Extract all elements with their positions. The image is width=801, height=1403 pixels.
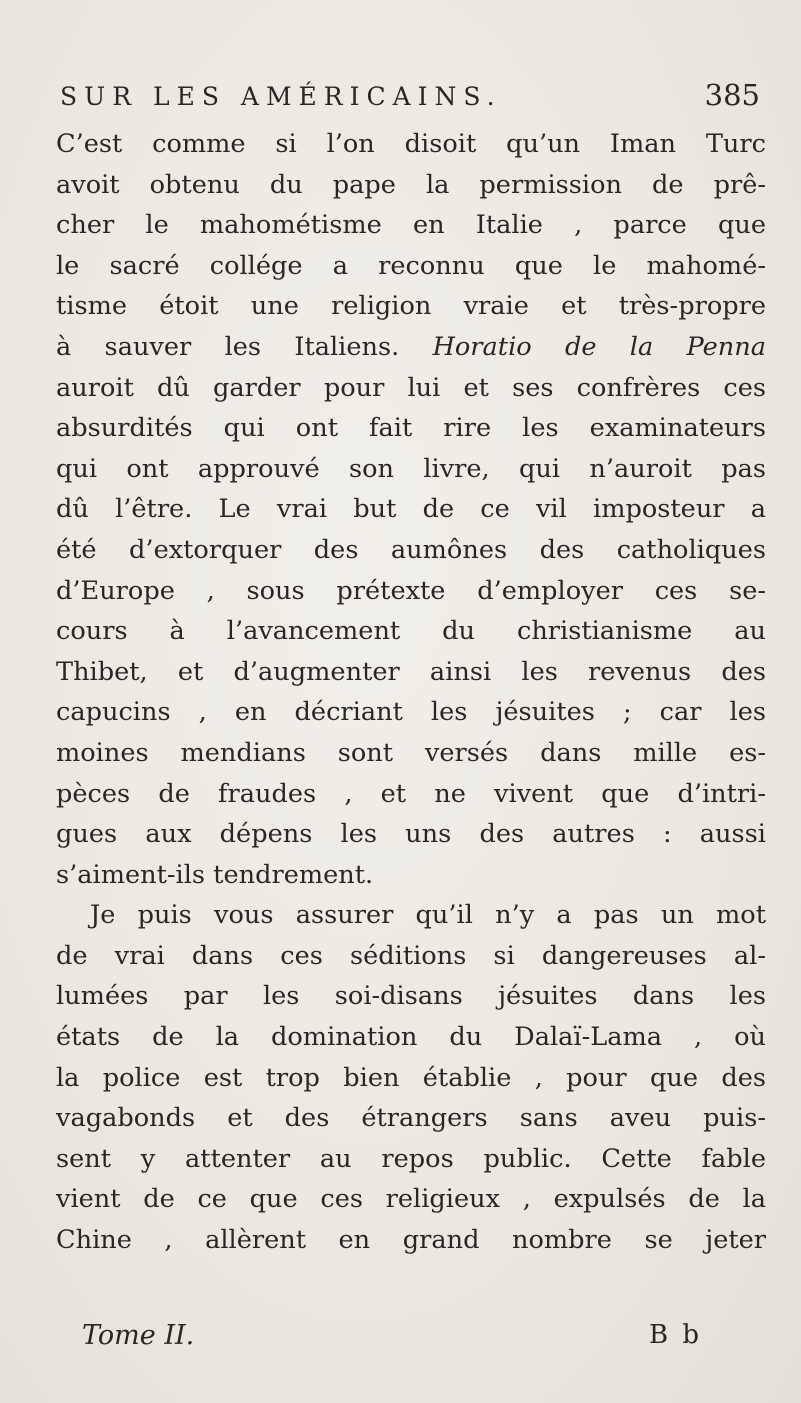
text-line: d’Europe , sous prétexte d’employer ces se- <box>56 575 766 606</box>
text-line: auroit dû garder pour lui et ses confrères ces <box>56 372 766 403</box>
text-line: tisme étoit une religion vraie et très-propre <box>56 291 766 322</box>
text-line: absurdités qui ont fait rire les examinateurs <box>56 413 766 444</box>
text-line: C’est comme si l’on disoit qu’un Iman Turc <box>56 129 766 159</box>
page-number: 385 <box>704 78 760 112</box>
text-line: lumées par les soi-disans jésuites dans les <box>56 981 766 1012</box>
text-line: pèces de fraudes , et ne vivent que d’intri- <box>56 778 766 809</box>
volume-label: Tome II. <box>82 1320 195 1351</box>
text-line: avoit obtenu du pape la permission de prê- <box>56 169 766 200</box>
text-line: Thibet, et d’augmenter ainsi les revenus des <box>56 656 766 687</box>
text-line: capucins , en décriant les jésuites ; car les <box>56 697 766 728</box>
text-line: qui ont approuvé son livre, qui n’auroit pas <box>56 453 766 484</box>
page-footer <box>82 1320 702 1360</box>
author-name: Horatio de la Penna <box>432 331 766 362</box>
running-head <box>60 78 760 118</box>
text-line: états de la domination du Dalaï-Lama , où <box>56 1022 766 1053</box>
text-line: s’aiment-ils tendrement. <box>56 859 374 890</box>
body-text <box>56 124 766 1261</box>
text-line: moines mendians sont versés dans mille es- <box>56 737 766 768</box>
text-line: Chine , allèrent en grand nombre se jeter <box>56 1225 766 1256</box>
text-line: dû l’être. Le vrai but de ce vil imposteur a <box>56 494 766 525</box>
text-line: gues aux dépens les uns des autres : aussi <box>56 819 766 850</box>
text-line: vagabonds et des étrangers sans aveu puis- <box>56 1103 766 1134</box>
text-line: cours à l’avancement du christianisme au <box>56 616 766 647</box>
text-line: été d’extorquer des aumônes des catholiques <box>56 534 766 565</box>
running-title: SUR LES AMÉRICAINS. <box>60 82 502 111</box>
text-line: à sauver les Italiens. <box>56 331 400 362</box>
text-line: le sacré collége a reconnu que le mahomé- <box>56 250 766 281</box>
text-line: la police est trop bien établie , pour que des <box>56 1062 766 1093</box>
text-line: Je puis vous assurer qu’il n’y a pas un mot <box>90 900 766 931</box>
text-line: de vrai dans ces séditions si dangereuses al- <box>56 940 766 971</box>
text-line: vient de ce que ces religieux , expulsés de la <box>56 1184 766 1215</box>
text-line: cher le mahométisme en Italie , parce que <box>56 210 766 241</box>
text-line-with-name <box>56 327 766 368</box>
text-line: sent y attenter au repos public. Cette fable <box>56 1143 766 1174</box>
signature-mark: B b <box>648 1320 702 1350</box>
